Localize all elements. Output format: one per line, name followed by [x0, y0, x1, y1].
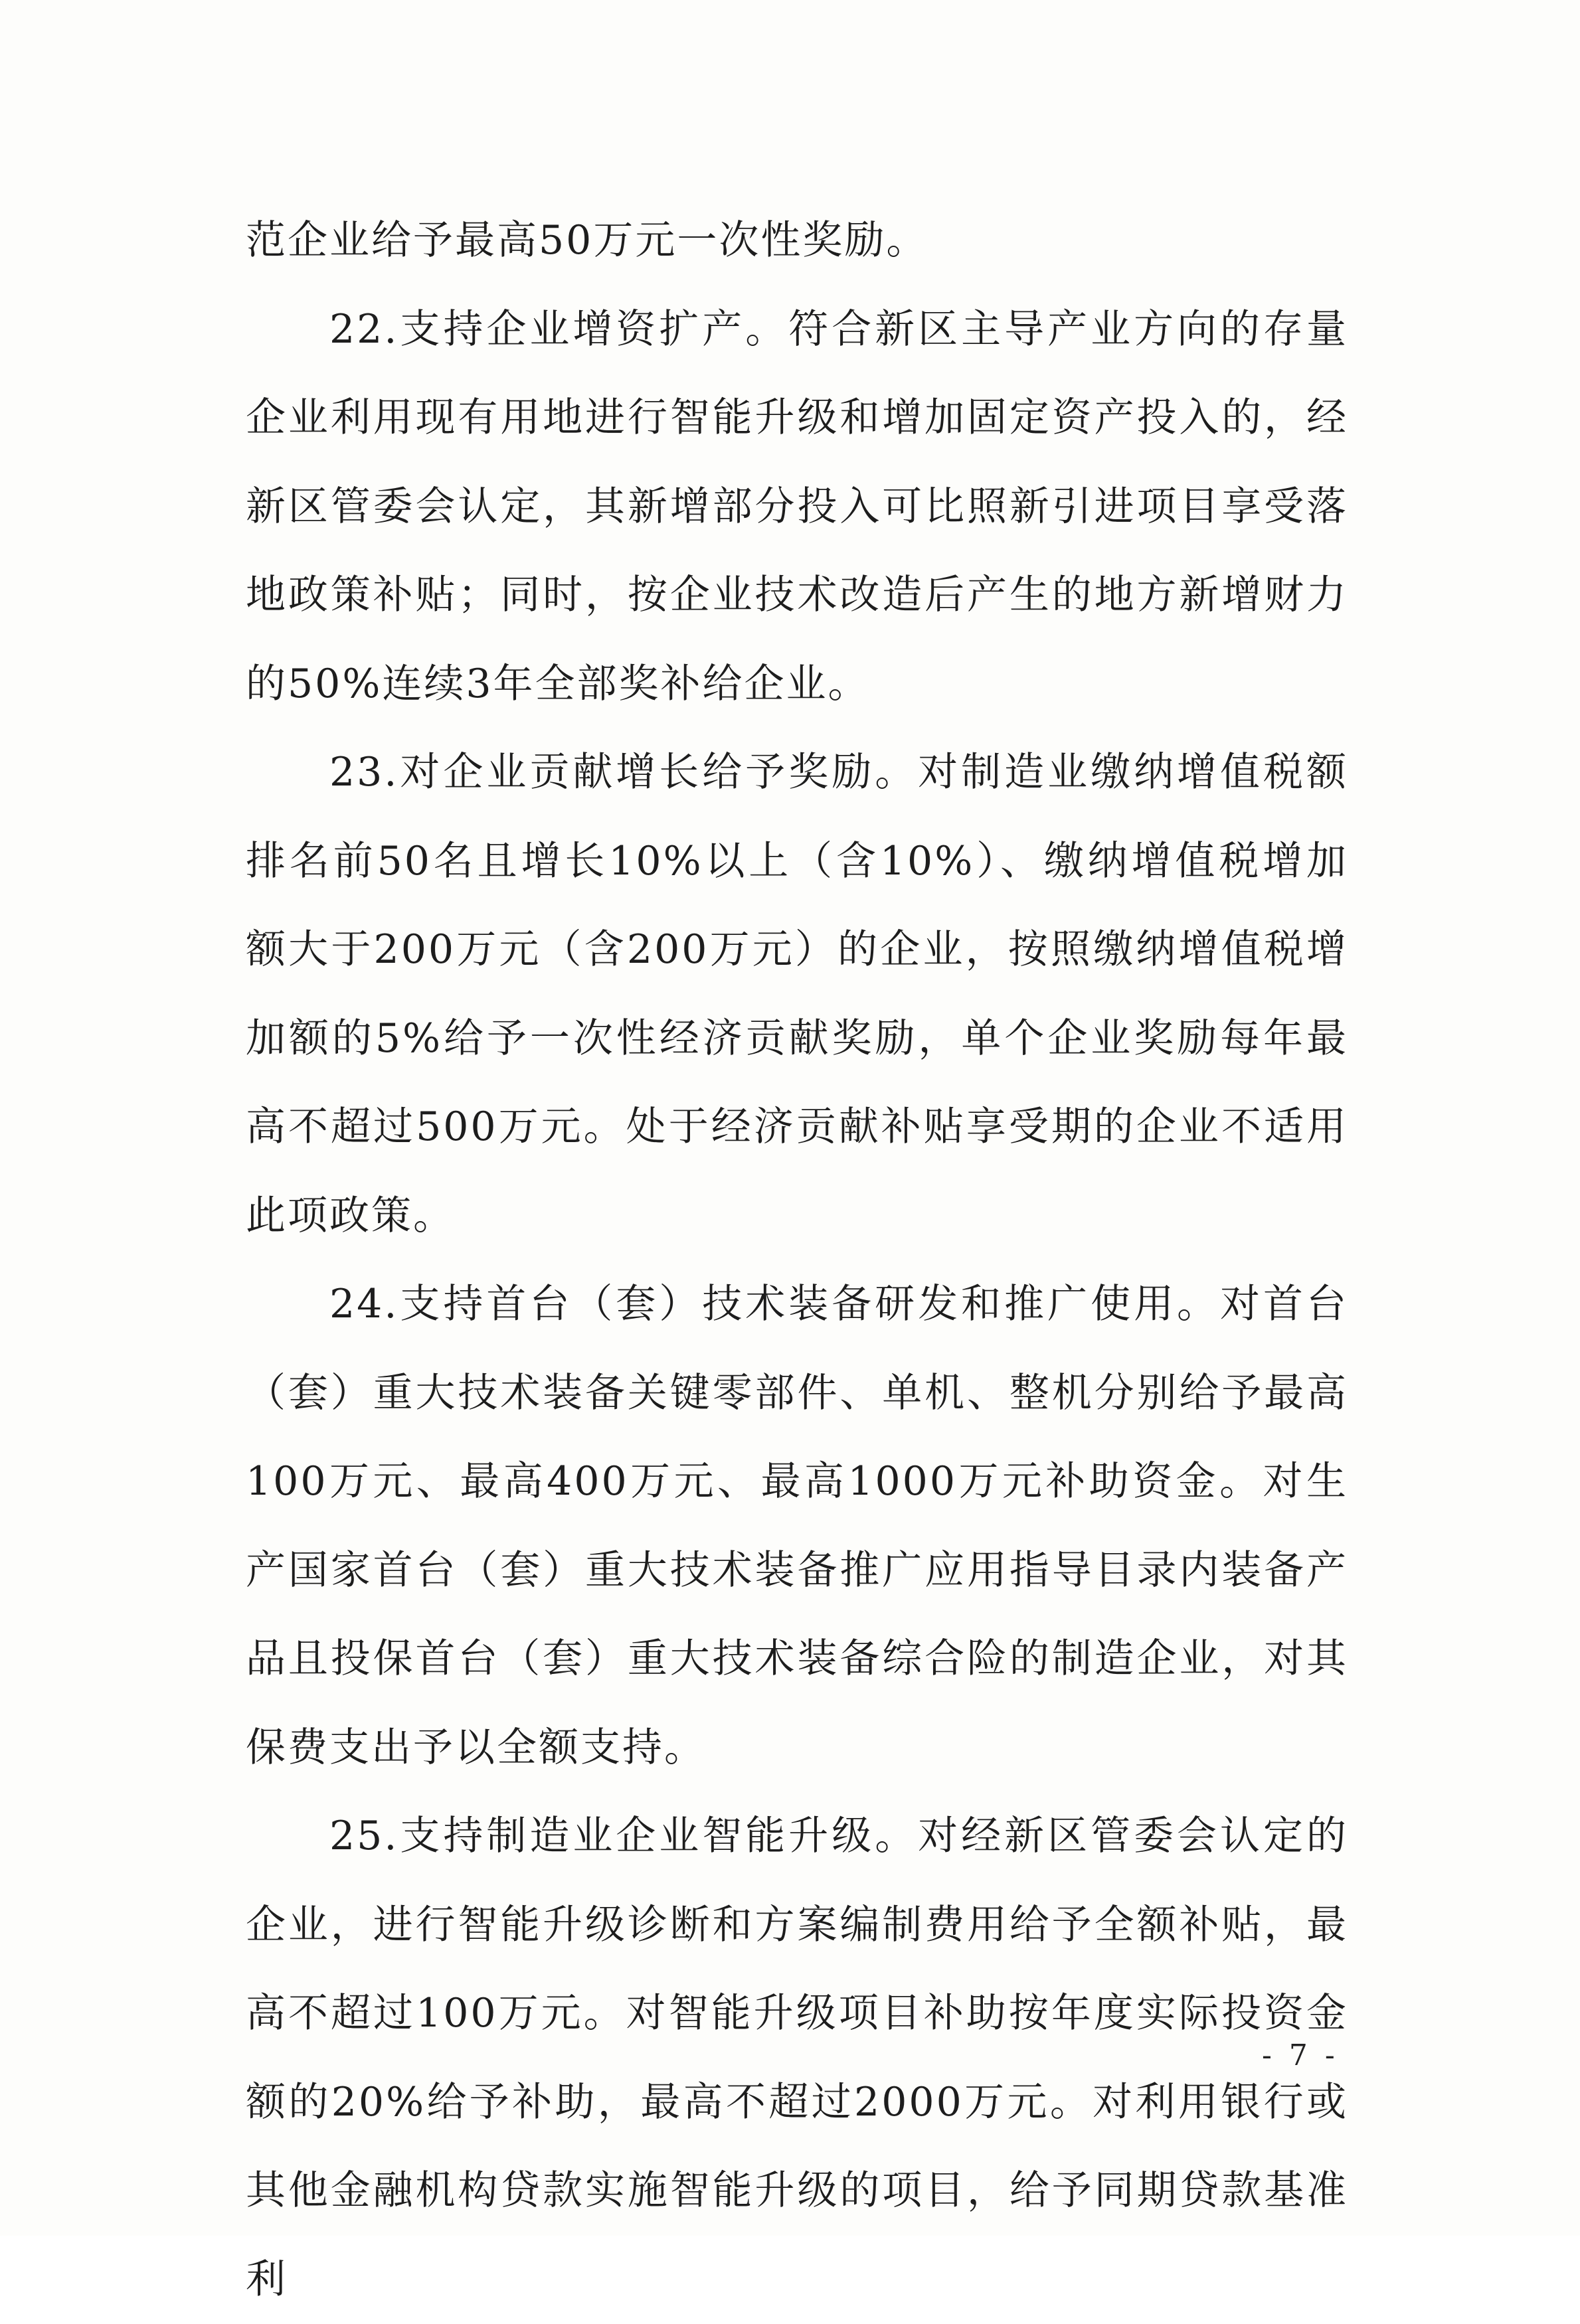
paragraph-item-25: 25.支持制造业企业智能升级。对经新区管委会认定的企业，进行智能升级诊断和方案编制费用给予全额补贴，最高不超过100万元。对智能升级项目补助按年度实际投资金额的20%给予补助，最高不超过2000万元。对利用银行或其他金融机构贷款实施智能升级的项目，给予同期贷款基准利: [246, 1813, 1348, 2303]
page-number: - 7 -: [1262, 2038, 1339, 2072]
paragraph-item-24: 24.支持首台（套）技术装备研发和推广使用。对首台（套）重大技术装备关键零部件、单机、整机分别给予最高100万元、最高400万元、最高1000万元补助资金。对生产国家首台（套）重大技术装备推广应用指导目录内装备产品且投保首台（套）重大技术装备综合险的制造企业，对其保费支出予以全额支持。: [246, 1281, 1348, 1771]
paragraph-item-22: 22.支持企业增资扩产。符合新区主导产业方向的存量企业利用现有用地进行智能升级和增加固定资产投入的，经新区管委会认定，其新增部分投入可比照新引进项目享受落地政策补贴；同时，按企业技术改造后产生的地方新增财力的50%连续3年全部奖补给企业。: [246, 305, 1348, 707]
body-text: [246, 197, 1348, 2324]
paragraph-continuation: 范企业给予最高50万元一次性奖励。: [246, 217, 928, 264]
paragraph-item-23: 23.对企业贡献增长给予奖励。对制造业缴纳增值税额排名前50名且增长10%以上（含10%）、缴纳增值税增加额大于200万元（含200万元）的企业，按照缴纳增值税增加额的5%给予一次性经济贡献奖励，单个企业奖励每年最高不超过500万元。处于经济贡献补贴享受期的企业不适用此项政策。: [246, 749, 1348, 1239]
